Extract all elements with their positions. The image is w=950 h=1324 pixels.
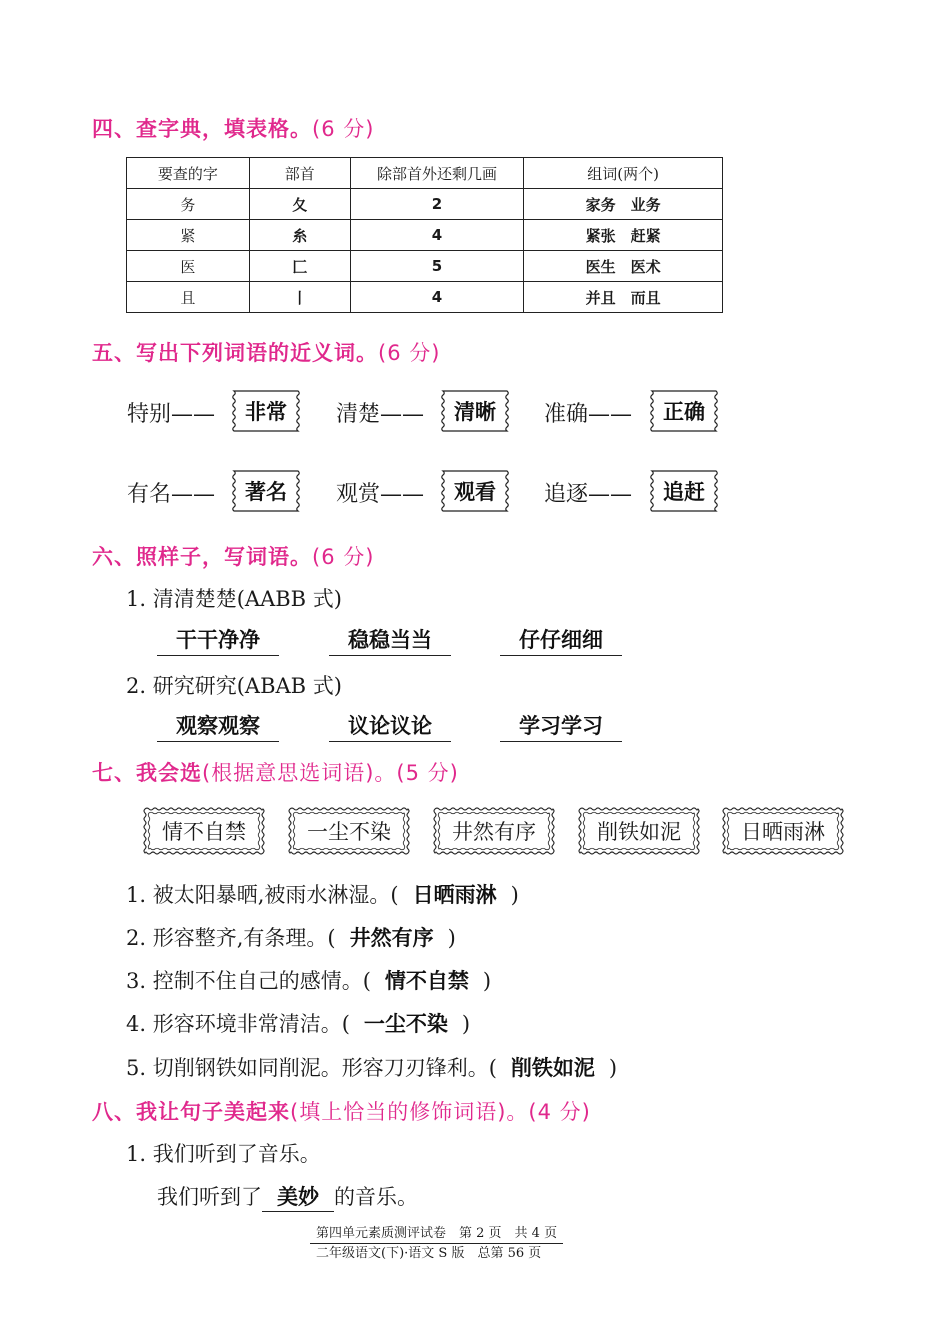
table-cell-radical: 夂 xyxy=(249,189,350,220)
idiom-option: 井然有序 xyxy=(432,806,556,856)
table-cell-radical: 匚 xyxy=(249,251,350,282)
table-header: 部首 xyxy=(249,158,350,189)
answer-word: 观察观察 xyxy=(157,711,279,742)
table-header: 除部首外还剩几画 xyxy=(350,158,524,189)
synonym-answer-box: 观看 xyxy=(440,468,510,514)
section6-title: 六、照样子，写词语。(6 分) xyxy=(92,545,375,569)
synonym-word: 有名—— xyxy=(127,482,216,507)
table-cell-radical: 丨 xyxy=(249,282,350,313)
table-cell-words: 家务 业务 xyxy=(524,189,723,220)
synonym-word: 准确—— xyxy=(544,402,633,427)
synonym-word: 观赏—— xyxy=(336,482,425,507)
answer-word: 学习学习 xyxy=(500,711,622,742)
question-line: 5. 切削钢铁如同削泥。形容刀刃锋利。( 削铁如泥 ) xyxy=(126,1056,618,1080)
idiom-option: 一尘不染 xyxy=(287,806,411,856)
idiom-option: 情不自禁 xyxy=(142,806,266,856)
synonym-answer-box: 非常 xyxy=(231,388,301,434)
question-text: 1. 我们听到了音乐。 xyxy=(126,1142,321,1166)
table-cell-words: 医生 医术 xyxy=(524,251,723,282)
synonym-word: 特别—— xyxy=(127,402,216,427)
table-cell-strokes: 5 xyxy=(350,251,524,282)
footer-line1: 第四单元素质测评试卷 第 2 页 共 4 页 xyxy=(310,1222,563,1244)
section4-title: 四、查字典，填表格。(6 分) xyxy=(92,117,375,141)
section8-title: 八、我让句子美起来(填上恰当的修饰词语)。(4 分) xyxy=(92,1100,591,1124)
idiom-option: 日晒雨淋 xyxy=(721,806,845,856)
table-cell-strokes: 2 xyxy=(350,189,524,220)
dictionary-table xyxy=(126,157,723,313)
section7-title: 七、我会选(根据意思选词语)。(5 分) xyxy=(92,761,459,785)
answer-word: 议论议论 xyxy=(329,711,451,742)
table-row xyxy=(127,251,723,282)
table-row xyxy=(127,220,723,251)
question-line: 3. 控制不住自己的感情。( 情不自禁 ) xyxy=(126,969,492,993)
question-line: 1. 被太阳暴晒,被雨水淋湿。( 日晒雨淋 ) xyxy=(126,883,519,907)
section5-title: 五、写出下列词语的近义词。(6 分) xyxy=(92,341,441,365)
synonym-word: 追逐—— xyxy=(544,482,633,507)
question-text: 2. 研究研究(ABAB 式) xyxy=(126,674,342,698)
synonym-answer-box: 清晰 xyxy=(440,388,510,434)
question-line: 4. 形容环境非常清洁。( 一尘不染 ) xyxy=(126,1012,471,1036)
answer-word: 稳稳当当 xyxy=(329,625,451,656)
table-row xyxy=(127,282,723,313)
answer-word: 干干净净 xyxy=(157,625,279,656)
table-header: 要查的字 xyxy=(127,158,250,189)
idiom-option: 削铁如泥 xyxy=(577,806,701,856)
table-cell-words: 并且 而且 xyxy=(524,282,723,313)
answer-word: 仔仔细细 xyxy=(500,625,622,656)
question-text: 1. 清清楚楚(AABB 式) xyxy=(126,587,342,611)
table-cell-char: 紧 xyxy=(127,220,250,251)
synonym-answer-box: 著名 xyxy=(231,468,301,514)
synonym-answer-box: 追赶 xyxy=(649,468,719,514)
synonym-word: 清楚—— xyxy=(336,402,425,427)
table-cell-radical: 糸 xyxy=(249,220,350,251)
table-row xyxy=(127,189,723,220)
table-cell-char: 且 xyxy=(127,282,250,313)
synonym-answer-box: 正确 xyxy=(649,388,719,434)
table-cell-words: 紧张 赶紧 xyxy=(524,220,723,251)
table-header-row xyxy=(127,158,723,189)
table-cell-strokes: 4 xyxy=(350,282,524,313)
question-line: 2. 形容整齐,有条理。( 井然有序 ) xyxy=(126,926,456,950)
footer-line2: 二年级语文(下)·语文 S 版 总第 56 页 xyxy=(316,1246,542,1261)
table-cell-char: 医 xyxy=(127,251,250,282)
table-cell-strokes: 4 xyxy=(350,220,524,251)
table-header: 组词(两个) xyxy=(524,158,723,189)
table-cell-char: 务 xyxy=(127,189,250,220)
answer-sentence: 我们听到了 美妙 的音乐。 xyxy=(157,1181,418,1212)
